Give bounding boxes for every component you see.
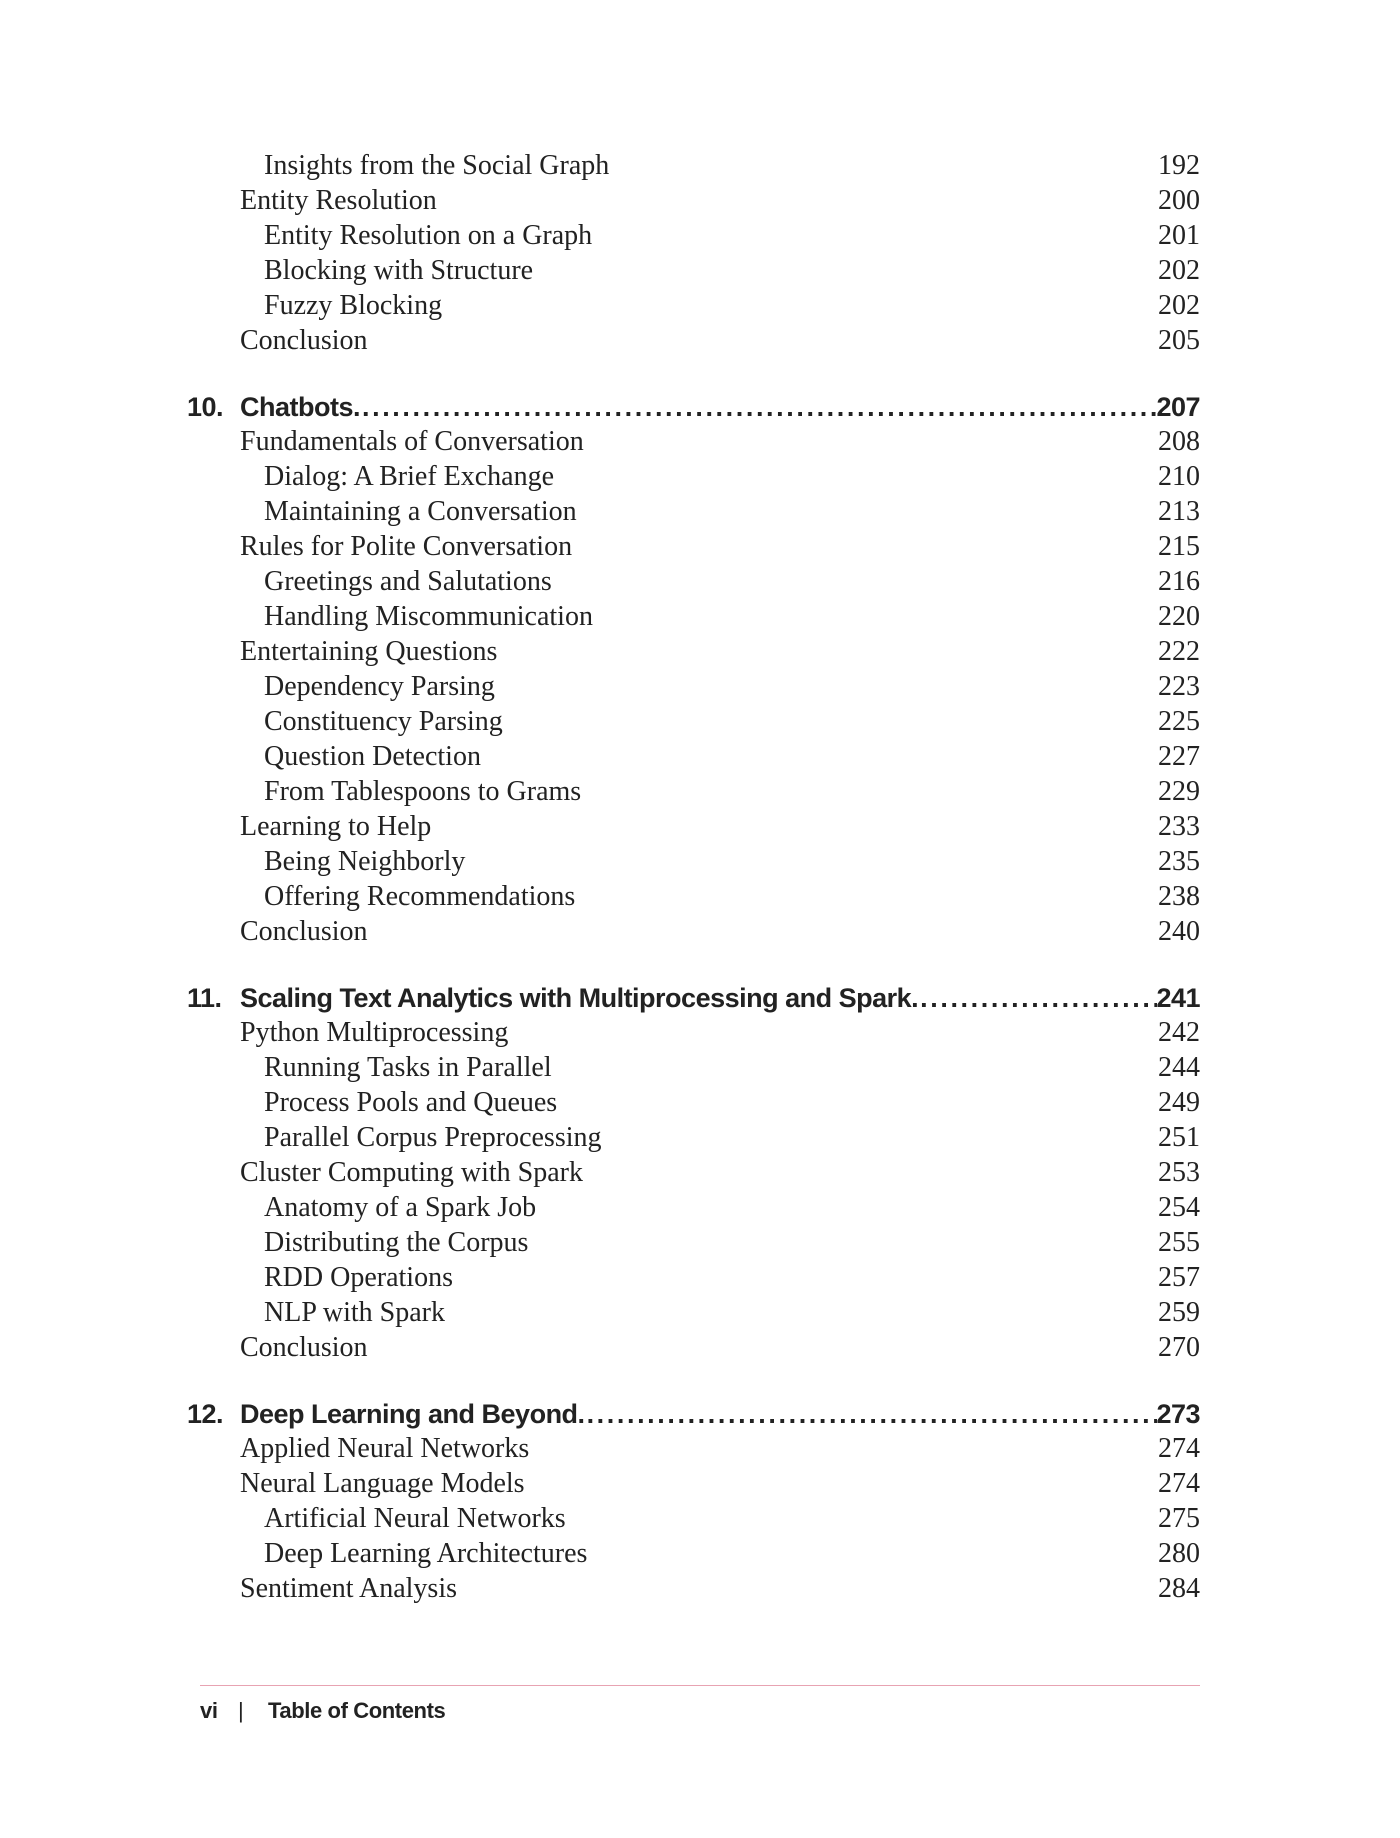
entry-label: Applied Neural Networks [240, 1433, 530, 1464]
toc-section-entry[interactable] [0, 323, 1400, 358]
chapter-title-leader [240, 1395, 1157, 1433]
entry-label: Sentiment Analysis [240, 1573, 457, 1604]
entry-label: Neural Language Models [240, 1468, 525, 1499]
entry-label: Conclusion [240, 325, 368, 356]
entry-label: Conclusion [240, 1332, 368, 1363]
entry-label: Fuzzy Blocking [264, 290, 443, 321]
dot-leader [362, 388, 1157, 426]
toc-subsection-entry[interactable] [0, 253, 1400, 288]
footer-separator: | [238, 1698, 244, 1723]
entry-label: RDD Operations [264, 1262, 453, 1293]
entry-page-number: 274 [1158, 1468, 1200, 1499]
toc-subsection-entry[interactable] [0, 844, 1400, 879]
toc-subsection-entry[interactable] [0, 288, 1400, 323]
dot-leader [587, 1395, 1157, 1433]
entry-label: Maintaining a Conversation [264, 496, 577, 527]
entry-page-number: 251 [1158, 1122, 1200, 1153]
entry-page-number: 229 [1158, 776, 1200, 807]
entry-page-number: 255 [1158, 1227, 1200, 1258]
toc-section-entry[interactable] [0, 634, 1400, 669]
toc-subsection-entry[interactable] [0, 774, 1400, 809]
entry-page-number: 213 [1158, 496, 1200, 527]
entry-page-number: 242 [1158, 1017, 1200, 1048]
entry-label: From Tablespoons to Grams [264, 776, 582, 807]
entry-label: Artificial Neural Networks [264, 1503, 566, 1534]
entry-label: Blocking with Structure [264, 255, 534, 286]
entry-label: Learning to Help [240, 811, 432, 842]
entry-page-number: 223 [1158, 671, 1200, 702]
chapter-title-leader [240, 979, 1157, 1017]
entry-page-number: 205 [1158, 325, 1200, 356]
entry-label: Insights from the Social Graph [264, 150, 610, 181]
entry-label: Running Tasks in Parallel [264, 1052, 552, 1083]
entry-page-number: 284 [1158, 1573, 1200, 1604]
entry-label: Anatomy of a Spark Job [264, 1192, 537, 1223]
entry-label: Entertaining Questions [240, 636, 498, 667]
chapter-page-number: 273 [1156, 1399, 1200, 1429]
entry-page-number: 280 [1158, 1538, 1200, 1569]
toc-section-entry[interactable] [0, 1155, 1400, 1190]
toc-subsection-entry[interactable] [0, 1225, 1400, 1260]
chapter-title: Deep Learning and Beyond. [240, 1399, 585, 1429]
toc-section-entry[interactable] [0, 1015, 1400, 1050]
toc-subsection-entry[interactable] [0, 1190, 1400, 1225]
entry-page-number: 202 [1158, 255, 1200, 286]
entry-label: Deep Learning Architectures [264, 1538, 588, 1569]
entry-label: Greetings and Salutations [264, 566, 552, 597]
entry-label: Dialog: A Brief Exchange [264, 461, 555, 492]
entry-page-number: 225 [1158, 706, 1200, 737]
entry-page-number: 200 [1158, 185, 1200, 216]
toc-section-entry[interactable] [0, 424, 1400, 459]
toc-subsection-entry[interactable] [0, 1295, 1400, 1330]
entry-page-number: 227 [1158, 741, 1200, 772]
entry-label: Python Multiprocessing [240, 1017, 509, 1048]
toc-section-entry[interactable] [0, 529, 1400, 564]
toc-subsection-entry[interactable] [0, 564, 1400, 599]
entry-page-number: 222 [1158, 636, 1200, 667]
entry-page-number: 215 [1158, 531, 1200, 562]
toc-subsection-entry[interactable] [0, 1501, 1400, 1536]
chapter-title: Scaling Text Analytics with Multiprocessing and Spark. [240, 983, 919, 1013]
chapter-page-number: 207 [1156, 392, 1200, 422]
entry-page-number: 257 [1158, 1262, 1200, 1293]
entry-page-number: 220 [1158, 601, 1200, 632]
entry-page-number: 216 [1158, 566, 1200, 597]
toc-section-entry[interactable] [0, 914, 1400, 949]
toc-subsection-entry[interactable] [0, 1536, 1400, 1571]
toc-subsection-entry[interactable] [0, 459, 1400, 494]
toc-subsection-entry[interactable] [0, 599, 1400, 634]
toc-section-entry[interactable] [0, 809, 1400, 844]
footer-rule [200, 1685, 1200, 1686]
chapter-title-leader [240, 388, 1157, 426]
entry-label: Entity Resolution on a Graph [264, 220, 593, 251]
entry-label: Conclusion [240, 916, 368, 947]
entry-label: Handling Miscommunication [264, 601, 593, 632]
entry-page-number: 192 [1158, 150, 1200, 181]
dot-leader [920, 979, 1157, 1017]
entry-label: Parallel Corpus Preprocessing [264, 1122, 602, 1153]
toc-subsection-entry[interactable] [0, 739, 1400, 774]
entry-page-number: 240 [1158, 916, 1200, 947]
entry-label: NLP with Spark [264, 1297, 445, 1328]
entry-page-number: 202 [1158, 290, 1200, 321]
entry-label: Process Pools and Queues [264, 1087, 558, 1118]
footer-section-title: Table of Contents [268, 1698, 446, 1723]
toc-subsection-entry[interactable] [0, 879, 1400, 914]
chapter-number: 11. [187, 983, 222, 1013]
entry-label: Entity Resolution [240, 185, 437, 216]
entry-page-number: 233 [1158, 811, 1200, 842]
chapter-number: 10. [187, 392, 224, 422]
entry-label: Dependency Parsing [264, 671, 495, 702]
toc-subsection-entry[interactable] [0, 1120, 1400, 1155]
entry-label: Fundamentals of Conversation [240, 426, 584, 457]
toc-section-entry[interactable] [0, 1571, 1400, 1606]
footer-page-number: vi [200, 1698, 218, 1723]
entry-page-number: 249 [1158, 1087, 1200, 1118]
entry-page-number: 254 [1158, 1192, 1200, 1223]
entry-label: Constituency Parsing [264, 706, 503, 737]
entry-label: Distributing the Corpus [264, 1227, 529, 1258]
entry-label: Question Detection [264, 741, 481, 772]
toc-subsection-entry[interactable] [0, 494, 1400, 529]
toc-subsection-entry[interactable] [0, 1260, 1400, 1295]
toc-subsection-entry[interactable] [0, 1085, 1400, 1120]
toc-subsection-entry[interactable] [0, 218, 1400, 253]
toc-chapter-heading[interactable] [0, 979, 1400, 1017]
entry-label: Being Neighborly [264, 846, 466, 877]
toc-chapter-heading[interactable] [0, 388, 1400, 426]
toc-subsection-entry[interactable] [0, 704, 1400, 739]
entry-page-number: 275 [1158, 1503, 1200, 1534]
entry-page-number: 238 [1158, 881, 1200, 912]
entry-page-number: 244 [1158, 1052, 1200, 1083]
entry-label: Cluster Computing with Spark [240, 1157, 583, 1188]
toc-subsection-entry[interactable] [0, 1050, 1400, 1085]
toc-section-entry[interactable] [0, 1431, 1400, 1466]
toc-subsection-entry[interactable] [0, 148, 1400, 183]
entry-label: Rules for Polite Conversation [240, 531, 573, 562]
toc-section-entry[interactable] [0, 1466, 1400, 1501]
entry-page-number: 253 [1158, 1157, 1200, 1188]
entry-page-number: 274 [1158, 1433, 1200, 1464]
entry-page-number: 210 [1158, 461, 1200, 492]
chapter-title: Chatbots. [240, 392, 360, 422]
entry-page-number: 259 [1158, 1297, 1200, 1328]
toc-chapter-heading[interactable] [0, 1395, 1400, 1433]
entry-page-number: 270 [1158, 1332, 1200, 1363]
entry-page-number: 235 [1158, 846, 1200, 877]
toc-section-entry[interactable] [0, 183, 1400, 218]
entry-page-number: 208 [1158, 426, 1200, 457]
chapter-page-number: 241 [1156, 983, 1200, 1013]
entry-page-number: 201 [1158, 220, 1200, 251]
table-of-contents [0, 148, 1400, 1606]
toc-section-entry[interactable] [0, 1330, 1400, 1365]
chapter-number: 12. [187, 1399, 224, 1429]
entry-label: Offering Recommendations [264, 881, 576, 912]
toc-subsection-entry[interactable] [0, 669, 1400, 704]
